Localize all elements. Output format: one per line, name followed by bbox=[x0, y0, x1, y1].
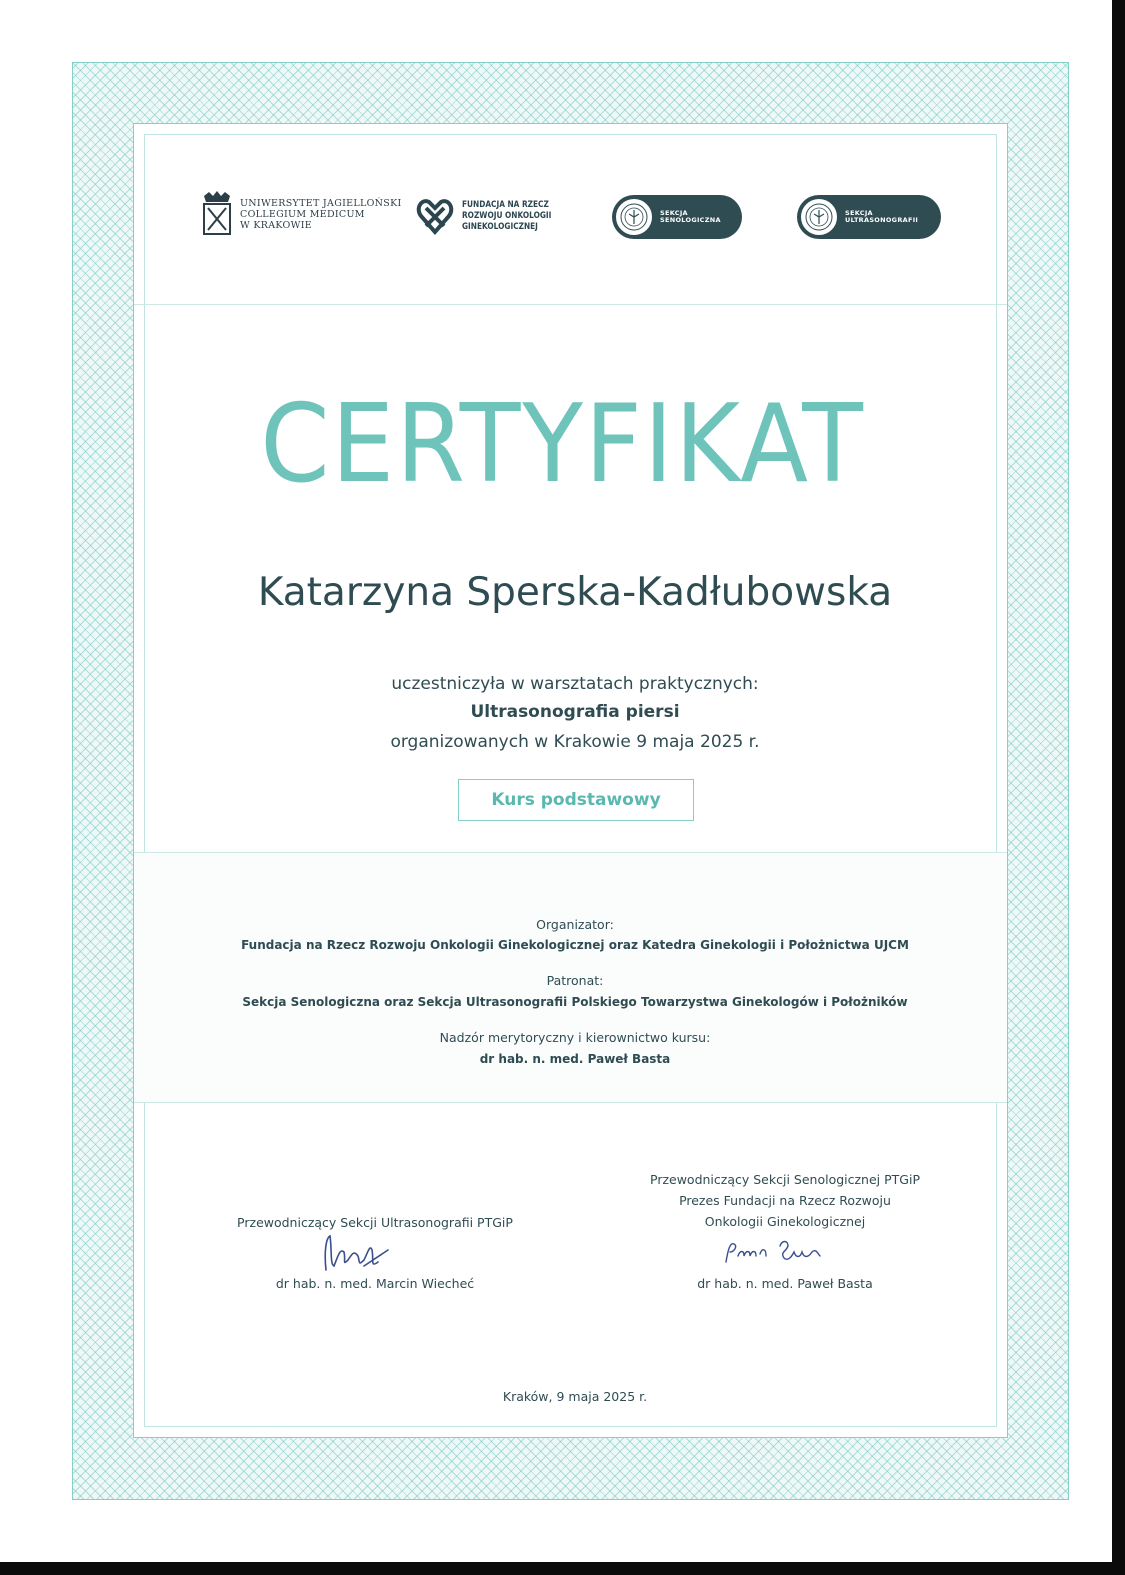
crown-shield-icon bbox=[200, 190, 234, 238]
organized-text: organizowanych w Krakowie 9 maja 2025 r. bbox=[390, 732, 760, 752]
senologiczna-line-1: SEKCJA bbox=[660, 208, 688, 217]
details-divider bbox=[134, 1102, 1007, 1103]
uj-line-2: COLLEGIUM MEDICUM bbox=[240, 208, 365, 220]
left-signature-role: Przewodniczący Sekcji Ultrasonografii PTGiP bbox=[237, 1215, 513, 1230]
seal-icon bbox=[614, 197, 654, 237]
course-level-badge: Kurs podstawowy bbox=[458, 779, 694, 821]
fundacja-line-1: FUNDACJA NA RZECZ bbox=[462, 199, 549, 210]
place-and-date: Kraków, 9 maja 2025 r. bbox=[502, 1389, 648, 1404]
right-signature-role-1: Przewodniczący Sekcji Senologicznej PTGiP bbox=[650, 1172, 920, 1187]
right-signature bbox=[722, 1236, 832, 1270]
seal-icon bbox=[799, 197, 839, 237]
heart-ribbon-icon bbox=[416, 196, 454, 236]
header-divider bbox=[134, 304, 1007, 305]
patronage-text: Sekcja Senologiczna oraz Sekcja Ultrasonografii Polskiego Towarzystwa Ginekologów i Położników bbox=[242, 995, 908, 1009]
sekcja-senologiczna-logo bbox=[612, 195, 742, 239]
supervisor-name: dr hab. n. med. Paweł Basta bbox=[479, 1052, 671, 1066]
left-signatory-name: dr hab. n. med. Marcin Wiecheć bbox=[275, 1276, 475, 1291]
recipient-name: Katarzyna Sperska-Kadłubowska bbox=[257, 570, 893, 615]
organizer-label: Organizator: bbox=[536, 917, 614, 932]
ultrasonografii-line-1: SEKCJA bbox=[845, 208, 873, 217]
right-signatory-name: dr hab. n. med. Paweł Basta bbox=[697, 1276, 873, 1291]
organizer-text: Fundacja na Rzecz Rozwoju Onkologii Ginekologicznej oraz Katedra Ginekologii i Położnictwa UJCM bbox=[241, 938, 909, 952]
left-signature bbox=[318, 1230, 398, 1276]
uj-line-1: UNIWERSYTET JAGIELLOŃSKI bbox=[240, 197, 402, 209]
body-divider bbox=[134, 852, 1007, 853]
participation-text: uczestniczyła w warsztatach praktycznych: bbox=[391, 674, 759, 694]
fundacja-logo bbox=[416, 196, 571, 236]
right-signature-role-2: Prezes Fundacji na Rzecz Rozwoju bbox=[679, 1193, 891, 1208]
sekcja-ultrasonografii-logo bbox=[797, 195, 941, 239]
fundacja-line-2: ROZWOJU ONKOLOGII bbox=[462, 210, 552, 221]
uj-line-3: W KRAKOWIE bbox=[240, 219, 312, 231]
patronage-label: Patronat: bbox=[546, 973, 604, 988]
fundacja-line-3: GINEKOLOGICZNEJ bbox=[462, 221, 538, 232]
supervision-label: Nadzór merytoryczny i kierownictwo kursu: bbox=[439, 1030, 711, 1045]
senologiczna-line-2: SENOLOGICZNA bbox=[660, 216, 721, 224]
right-signature-role-3: Onkologii Ginekologicznej bbox=[704, 1214, 866, 1229]
course-name: Ultrasonografia piersi bbox=[470, 702, 680, 722]
uj-cm-logo bbox=[200, 190, 402, 238]
certificate-title: CERTYFIKAT bbox=[260, 382, 865, 507]
ultrasonografii-line-2: ULTRASONOGRAFII bbox=[845, 216, 919, 224]
